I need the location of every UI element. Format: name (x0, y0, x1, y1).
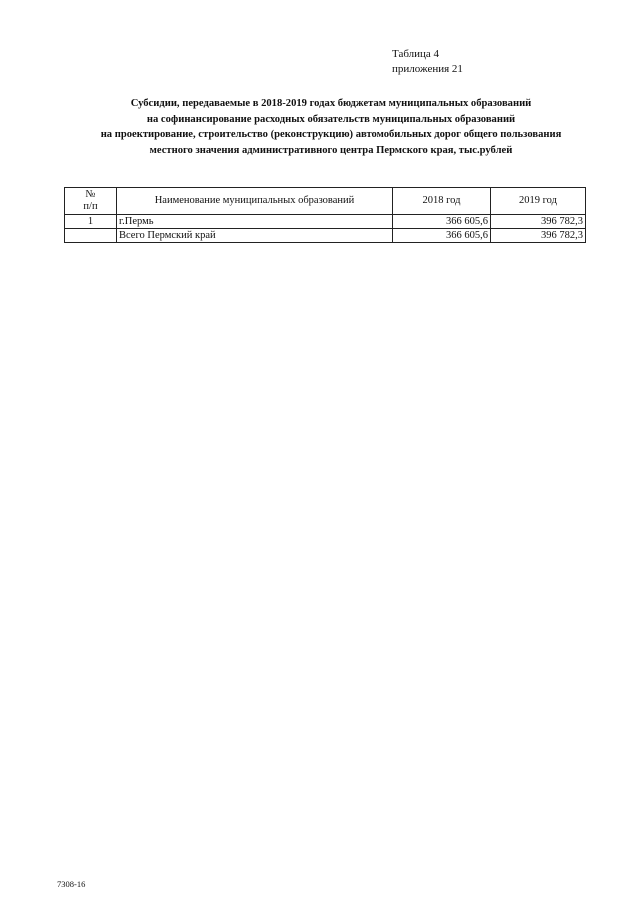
row-number (65, 229, 117, 243)
header-2018: 2018 год (393, 188, 491, 215)
title-line-3: на проектирование, строительство (реконструкцию) автомобильных дорог общего пользования (100, 129, 562, 141)
table-reference (392, 47, 463, 77)
row-number: 1 (65, 215, 117, 229)
table-total-row (65, 229, 586, 243)
header-number-symbol: № (85, 189, 96, 200)
subsidy-table (64, 187, 586, 243)
header-2019: 2019 год (491, 188, 586, 215)
document-title (40, 96, 622, 158)
row-value-2018: 366 605,6 (393, 215, 491, 229)
table-row (65, 215, 586, 229)
row-value-2019: 396 782,3 (491, 229, 586, 243)
table-number: Таблица 4 (392, 48, 440, 60)
table-header-row (65, 188, 586, 215)
document-code: 7308-16 (57, 879, 86, 889)
title-line-1: Субсидии, передаваемые в 2018-2019 годах бюджетам муниципальных образований (130, 98, 532, 109)
header-number-abbr: п/п (83, 201, 98, 212)
title-line-2: на софинансирование расходных обязательств муниципальных образований (146, 113, 516, 125)
row-municipality: г.Пермь (117, 215, 393, 229)
title-line-4: местного значения административного центра Пермского края, тыс.рублей (149, 144, 513, 156)
header-number (65, 188, 117, 215)
row-value-2019: 396 782,3 (491, 215, 586, 229)
appendix-number: приложения 21 (392, 63, 463, 75)
header-municipality: Наименование муниципальных образований (117, 188, 393, 215)
row-value-2018: 366 605,6 (393, 229, 491, 243)
row-municipality: Всего Пермский край (117, 229, 393, 243)
